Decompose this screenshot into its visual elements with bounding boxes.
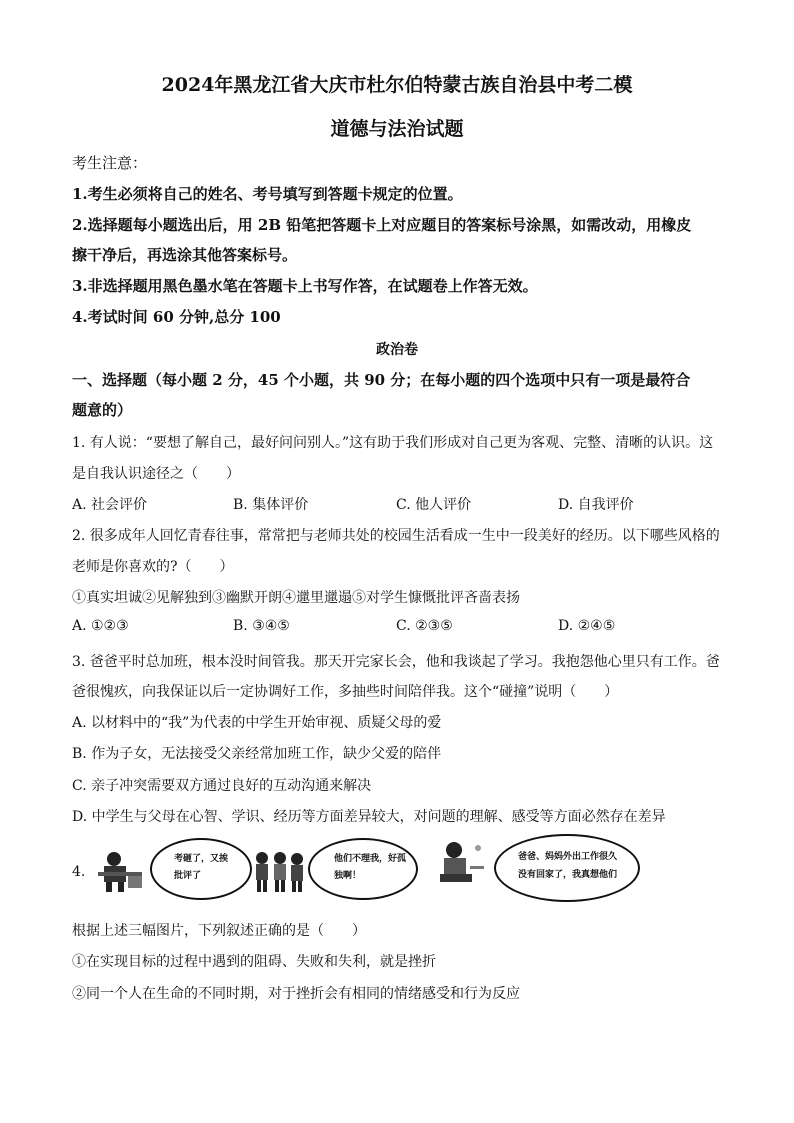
exam-subtitle: 道德与法治试题 [330,118,464,140]
q1-stem-cont: 是自我认识途径之（ ） [72,466,240,482]
q1-stem: 1. 有人说：“要想了解自己，最好问问别人。”这有助于我们形成对自己更为客观、完整、清晰的认识。这 [72,435,714,451]
q2-statements: ①真实坦诚②见解独到③幽默开朗④邋里邋遢⑤对学生慷慨批评吝啬表扬 [72,590,520,606]
q3-stem-cont: 爸很愧疚，向我保证以后一定协调好工作，多抽些时间陪伴我。这个“碰撞”说明（ ） [72,684,619,700]
cartoon-student-group [252,850,308,892]
q4-number: 4. [72,864,86,880]
q2-option-a: A. ①②③ [72,618,129,634]
q4-statement-2: ②同一个人在生命的不同时期，对于挫折会有相同的情绪感受和行为反应 [72,986,520,1002]
bubble-3-line-2: 没有回家了，我真想他们 [518,870,618,880]
cartoon-child-alone [434,840,490,886]
exam-title: 2024年黑龙江省大庆市杜尔伯特蒙古族自治县中考二模 [161,74,633,96]
notice-item-2-cont: 擦干净后，再选涂其他答案标号。 [72,246,298,264]
notice-item-1: 1.考生必须将自己的姓名、考号填写到答题卡规定的位置。 [72,185,463,203]
q1-option-a: A. 社会评价 [72,497,148,513]
q2-stem-cont: 老师是你喜欢的?（ ） [72,559,234,575]
notice-item-4: 4.考试时间 60 分钟,总分 100 [72,308,281,326]
notice-item-2: 2.选择题每小题选出后，用 2B 铅笔把答题卡上对应题目的答案标号涂黑，如需改动，用橡皮 [72,216,692,234]
section-heading-cont: 题意的） [72,401,133,419]
bubble-2-line-2: 独啊！ [334,871,362,881]
q1-option-d: D. 自我评价 [558,497,634,513]
q3-option-c: C. 亲子冲突需要双方通过良好的互动沟通来解决 [72,778,372,794]
bubble-1-line-1: 考砸了，又挨 [174,854,229,864]
q2-stem: 2. 很多成年人回忆青春往事，常常把与老师共处的校园生活看成一生中一段美好的经历。以下哪些风格的 [72,528,720,544]
section-name: 政治卷 [376,342,418,358]
q1-option-b: B. 集体评价 [233,497,309,513]
cartoon-student-1 [92,850,148,892]
q3-option-b: B. 作为子女，无法接受父亲经常加班工作，缺少父爱的陪伴 [72,746,442,762]
q3-stem: 3. 爸爸平时总加班，根本没时间管我。那天开完家长会，他和我谈起了学习。我抱怨他心里只有工作。爸 [72,654,720,670]
notice-heading: 考生注意： [72,154,148,172]
notice-item-3: 3.非选择题用黑色墨水笔在答题卡上书写作答，在试题卷上作答无效。 [72,277,538,295]
speech-bubble-2 [308,838,418,900]
q2-option-d: D. ②④⑤ [558,618,616,634]
bubble-2-line-1: 他们不理我，好孤 [334,854,407,864]
q4-statement-1: ①在实现目标的过程中遇到的阻碍、失败和失利，就是挫折 [72,954,436,970]
q2-option-b: B. ③④⑤ [233,618,290,634]
q1-option-c: C. 他人评价 [396,497,472,513]
bubble-3-line-1: 爸爸、妈妈外出工作很久 [518,852,618,862]
q3-option-a: A. 以材料中的“我”为代表的中学生开始审视、质疑父母的爱 [72,715,442,731]
q3-option-d: D. 中学生与父母在心智、学识、经历等方面差异较大，对问题的理解、感受等方面必然存在差异 [72,809,666,825]
speech-bubble-1 [150,838,252,900]
speech-bubble-3 [494,834,640,902]
bubble-1-line-2: 批评了 [174,871,202,881]
q4-stem: 根据上述三幅图片，下列叙述正确的是（ ） [72,923,366,939]
q2-option-c: C. ②③⑤ [396,618,453,634]
section-heading: 一、选择题（每小题 2 分，45 个小题，共 90 分；在每小题的四个选项中只有一项是最符合 [72,371,691,389]
